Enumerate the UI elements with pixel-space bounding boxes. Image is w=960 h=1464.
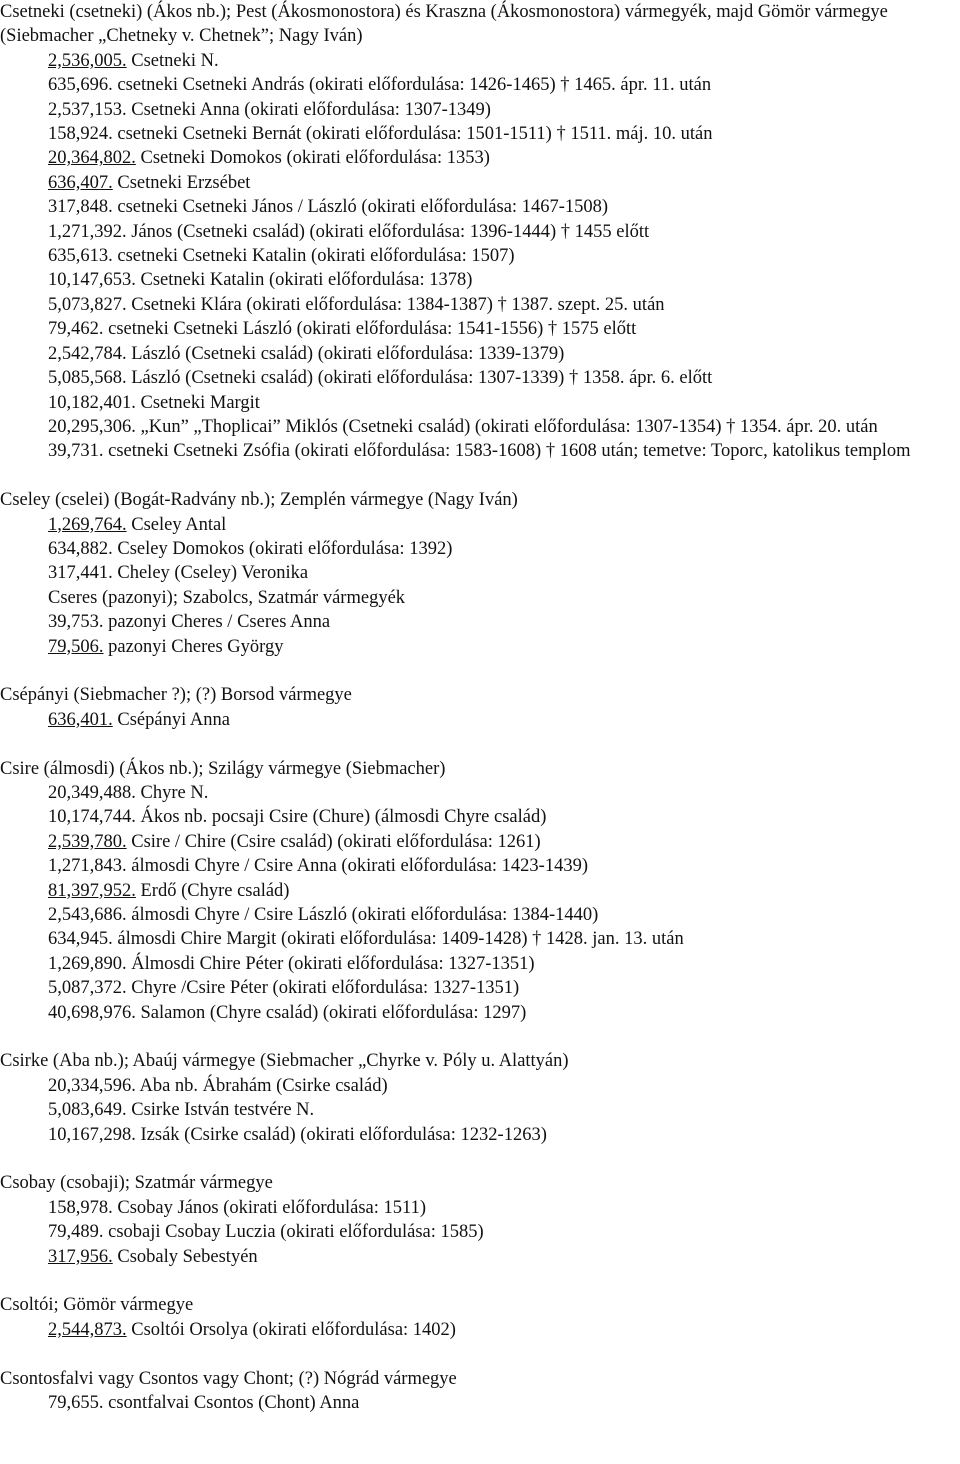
person-entry bbox=[0, 122, 960, 146]
family-header: Csire (álmosdi) (Ákos nb.); Szilágy vármegye (Siebmacher) bbox=[0, 758, 446, 779]
entry-number: 1,269,764. bbox=[48, 514, 127, 535]
entry-number: 5,083,649. bbox=[48, 1100, 127, 1121]
entry-number: 1,269,890. bbox=[48, 953, 127, 974]
person-entry bbox=[0, 268, 960, 292]
entry-text: Salamon (Chyre család) (okirati előfordulása: 1297) bbox=[140, 1002, 527, 1023]
family-header: Csontosfalvi vagy Csontos vagy Chont; (?) Nógrád vármegye bbox=[0, 1368, 457, 1389]
entry-number: 635,613. bbox=[48, 246, 113, 267]
person-entry bbox=[0, 610, 960, 634]
entry-number: 635,696. bbox=[48, 75, 113, 96]
entry-text: Cseres (pazonyi); Szabolcs, Szatmár vármegyék bbox=[48, 587, 406, 608]
family-block bbox=[0, 1367, 960, 1416]
entry-text: Cheley (Cseley) Veronika bbox=[117, 563, 309, 584]
person-entry bbox=[0, 513, 960, 537]
entry-text: Csire / Chire (Csire család) (okirati előfordulása: 1261) bbox=[131, 831, 541, 852]
person-entry bbox=[0, 439, 960, 463]
entry-number: 20,334,596. bbox=[48, 1075, 136, 1096]
person-entry bbox=[0, 1123, 960, 1147]
entry-number: 2,536,005. bbox=[48, 50, 127, 71]
entry-number: 1,271,392. bbox=[48, 221, 127, 242]
entry-number: 1,271,843. bbox=[48, 856, 127, 877]
entry-text: Csetneki Klára (okirati előfordulása: 1384-1387) † 1387. szept. 25. után bbox=[131, 294, 665, 315]
family-header: Csépányi (Siebmacher ?); (?) Borsod vármegye bbox=[0, 685, 352, 706]
family-header: Csetneki (csetneki) (Ákos nb.); Pest (Ákosmonostora) és Kraszna (Ákosmonostora) vármegyék, majd Gömör vármegye (Siebmacher „Chetneky v. Chetnek”; Nagy Iván) bbox=[0, 2, 888, 47]
entry-text: Csobaly Sebestyén bbox=[117, 1246, 258, 1267]
person-entry bbox=[0, 1391, 960, 1415]
entry-text: álmosdi Chyre / Csire Anna (okirati előfordulása: 1423-1439) bbox=[131, 856, 589, 877]
entry-text: Cseley Domokos (okirati előfordulása: 1392) bbox=[117, 538, 453, 559]
entry-text: János (Csetneki család) (okirati előfordulása: 1396-1444) † 1455 előtt bbox=[131, 221, 650, 242]
person-entry bbox=[0, 73, 960, 97]
entry-number: 5,073,827. bbox=[48, 294, 127, 315]
entry-number: 2,539,780. bbox=[48, 831, 127, 852]
entry-number: 79,655. bbox=[48, 1393, 104, 1414]
entry-number: 20,295,306. bbox=[48, 416, 136, 437]
person-entry bbox=[0, 537, 960, 561]
entry-text: Csobay János (okirati előfordulása: 1511) bbox=[117, 1197, 426, 1218]
entry-text: álmosdi Chire Margit (okirati előfordulása: 1409-1428) † 1428. jan. 13. után bbox=[117, 929, 684, 950]
entry-text: „Kun” „Thoplicai” Miklós (Csetneki család) (okirati előfordulása: 1307-1354) † 1354. ápr. 20. után bbox=[140, 416, 878, 437]
entry-number: 317,441. bbox=[48, 563, 113, 584]
entry-text: csetneki Csetneki János / László (okirati előfordulása: 1467-1508) bbox=[117, 197, 609, 218]
entry-text: Csetneki Margit bbox=[140, 392, 260, 413]
entry-text: Erdő (Chyre család) bbox=[140, 880, 290, 901]
entry-number: 317,956. bbox=[48, 1246, 113, 1267]
family-block bbox=[0, 1049, 960, 1147]
person-entry bbox=[0, 586, 960, 610]
person-entry bbox=[0, 1074, 960, 1098]
entry-number: 81,397,952. bbox=[48, 880, 136, 901]
entry-text: Aba nb. Ábrahám (Csirke család) bbox=[139, 1075, 388, 1096]
family-header: Csoltói; Gömör vármegye bbox=[0, 1295, 194, 1316]
person-entry bbox=[0, 195, 960, 219]
entry-text: csontfalvai Csontos (Chont) Anna bbox=[108, 1393, 360, 1414]
entry-number: 636,407. bbox=[48, 172, 113, 193]
entry-number: 2,543,686. bbox=[48, 904, 127, 925]
entry-number: 634,882. bbox=[48, 538, 113, 559]
entry-text: Csépányi Anna bbox=[117, 709, 230, 730]
person-entry bbox=[0, 293, 960, 317]
family-block bbox=[0, 757, 960, 1025]
person-entry bbox=[0, 805, 960, 829]
person-entry bbox=[0, 146, 960, 170]
entry-number: 636,401. bbox=[48, 709, 113, 730]
entry-number: 158,978. bbox=[48, 1197, 113, 1218]
entry-text: csetneki Csetneki András (okirati előfordulása: 1426-1465) † 1465. ápr. 11. után bbox=[117, 75, 712, 96]
person-entry bbox=[0, 781, 960, 805]
entry-text: Csetneki Anna (okirati előfordulása: 1307-1349) bbox=[131, 99, 491, 120]
entry-text: álmosdi Chyre / Csire László (okirati előfordulása: 1384-1440) bbox=[131, 904, 599, 925]
person-entry bbox=[0, 927, 960, 951]
entry-number: 10,174,744. bbox=[48, 807, 136, 828]
person-entry bbox=[0, 1220, 960, 1244]
entry-text: csetneki Csetneki Katalin (okirati előfordulása: 1507) bbox=[117, 246, 515, 267]
entry-text: Csetneki Katalin (okirati előfordulása: 1378) bbox=[140, 270, 473, 291]
family-header: Csobay (csobaji); Szatmár vármegye bbox=[0, 1173, 273, 1194]
entry-text: Chyre N. bbox=[140, 782, 209, 803]
entry-number: 39,753. bbox=[48, 612, 104, 633]
person-entry bbox=[0, 976, 960, 1000]
entry-text: László (Csetneki család) (okirati előfordulása: 1339-1379) bbox=[131, 343, 565, 364]
person-entry bbox=[0, 854, 960, 878]
entry-number: 10,182,401. bbox=[48, 392, 136, 413]
entry-text: Csoltói Orsolya (okirati előfordulása: 1402) bbox=[131, 1319, 456, 1340]
entry-text: Izsák (Csirke család) (okirati előfordulása: 1232-1263) bbox=[140, 1124, 547, 1145]
entry-number: 2,542,784. bbox=[48, 343, 127, 364]
entry-number: 79,462. bbox=[48, 319, 104, 340]
entry-number: 39,731. bbox=[48, 441, 104, 462]
person-entry bbox=[0, 830, 960, 854]
family-block bbox=[0, 683, 960, 732]
entry-number: 634,945. bbox=[48, 929, 113, 950]
person-entry bbox=[0, 1001, 960, 1025]
person-entry bbox=[0, 317, 960, 341]
entry-text: pazonyi Cheres / Cseres Anna bbox=[108, 612, 331, 633]
person-entry bbox=[0, 98, 960, 122]
person-entry bbox=[0, 561, 960, 585]
person-entry bbox=[0, 49, 960, 73]
person-entry bbox=[0, 171, 960, 195]
family-header: Cseley (cselei) (Bogát-Radvány nb.); Zemplén vármegye (Nagy Iván) bbox=[0, 490, 518, 511]
entry-number: 10,147,653. bbox=[48, 270, 136, 291]
entry-number: 5,087,372. bbox=[48, 978, 127, 999]
entry-text: Csetneki N. bbox=[131, 50, 219, 71]
family-block bbox=[0, 488, 960, 659]
person-entry bbox=[0, 879, 960, 903]
person-entry bbox=[0, 342, 960, 366]
entry-number: 40,698,976. bbox=[48, 1002, 136, 1023]
person-entry bbox=[0, 366, 960, 390]
person-entry bbox=[0, 952, 960, 976]
entry-text: Chyre /Csire Péter (okirati előfordulása: 1327-1351) bbox=[131, 978, 520, 999]
entry-number: 2,537,153. bbox=[48, 99, 127, 120]
entry-number: 79,506. bbox=[48, 636, 104, 657]
entry-number: 2,544,873. bbox=[48, 1319, 127, 1340]
entry-text: csetneki Csetneki László (okirati előfordulása: 1541-1556) † 1575 előtt bbox=[108, 319, 637, 340]
entry-text: Cseley Antal bbox=[131, 514, 227, 535]
person-entry bbox=[0, 1196, 960, 1220]
family-block bbox=[0, 1171, 960, 1269]
entry-number: 79,489. bbox=[48, 1222, 104, 1243]
entry-text: Csirke István testvére N. bbox=[131, 1100, 315, 1121]
entry-text: csetneki Csetneki Bernát (okirati előfordulása: 1501-1511) † 1511. máj. 10. után bbox=[117, 124, 713, 145]
entry-number: 20,364,802. bbox=[48, 148, 136, 169]
person-entry bbox=[0, 1098, 960, 1122]
entry-text: Csetneki Erzsébet bbox=[117, 172, 251, 193]
person-entry bbox=[0, 1318, 960, 1342]
person-entry bbox=[0, 1245, 960, 1269]
entry-text: Álmosdi Chire Péter (okirati előfordulása: 1327-1351) bbox=[131, 953, 535, 974]
person-entry bbox=[0, 220, 960, 244]
entry-number: 317,848. bbox=[48, 197, 113, 218]
entry-text: pazonyi Cheres György bbox=[108, 636, 284, 657]
entry-text: csetneki Csetneki Zsófia (okirati előfordulása: 1583-1608) † 1608 után; temetve: Toporc, katolikus templom bbox=[108, 441, 911, 462]
person-entry bbox=[0, 415, 960, 439]
family-block bbox=[0, 1293, 960, 1342]
entry-text: Csetneki Domokos (okirati előfordulása: 1353) bbox=[140, 148, 490, 169]
person-entry bbox=[0, 903, 960, 927]
entry-number: 20,349,488. bbox=[48, 782, 136, 803]
family-header: Csirke (Aba nb.); Abaúj vármegye (Siebmacher „Chyrke v. Póly u. Alattyán) bbox=[0, 1051, 569, 1072]
entry-text: csobaji Csobay Luczia (okirati előfordulása: 1585) bbox=[108, 1222, 484, 1243]
person-entry bbox=[0, 635, 960, 659]
person-entry bbox=[0, 708, 960, 732]
person-entry bbox=[0, 244, 960, 268]
entry-number: 5,085,568. bbox=[48, 368, 127, 389]
family-block bbox=[0, 0, 960, 464]
entry-number: 10,167,298. bbox=[48, 1124, 136, 1145]
entry-number: 158,924. bbox=[48, 124, 113, 145]
entry-text: László (Csetneki család) (okirati előfordulása: 1307-1339) † 1358. ápr. 6. előtt bbox=[131, 368, 713, 389]
person-entry bbox=[0, 391, 960, 415]
entry-text: Ákos nb. pocsaji Csire (Chure) (álmosdi Chyre család) bbox=[140, 807, 547, 828]
